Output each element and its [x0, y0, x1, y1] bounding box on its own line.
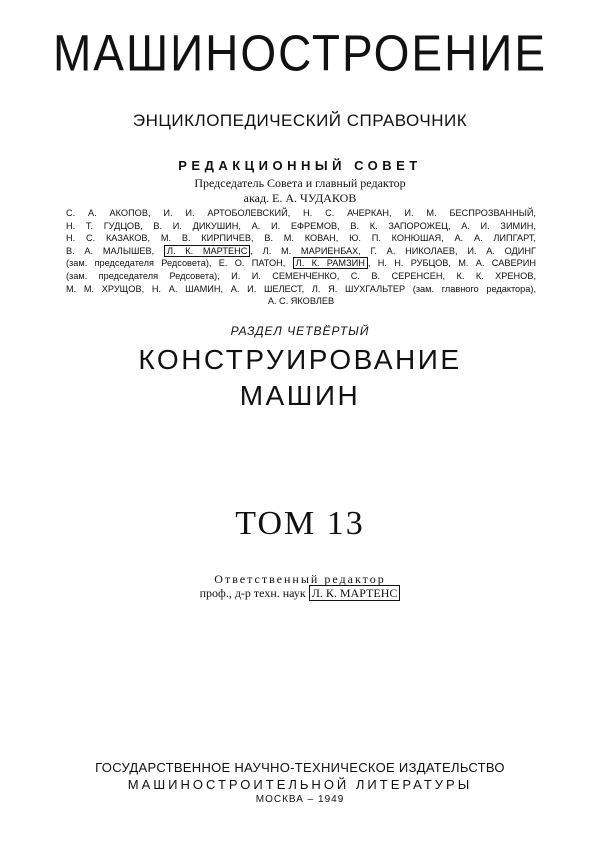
boxed-member-name: Л. К. РАМЗИН: [293, 257, 368, 269]
members-line: М. М. ХРУЩОВ, Н. А. ШАМИН, А. И. ШЕЛЕСТ, Л. Я. ШУХГАЛЬТЕР (зам. главного редактора),: [66, 283, 536, 294]
editor-degree: проф., д-р техн. наук: [199, 586, 306, 600]
editor-name: Л. К. МАРТЕНС: [309, 585, 401, 601]
member-name: , Л. М. МАРИЕНБАХ, Г. А. НИКОЛАЕВ, И. А. ОДИНГ: [250, 245, 536, 256]
members-line: Н. Т. ГУДЦОВ, В. И. ДИКУШИН, А. И. ЕФРЕМОВ, В. К. ЗАПОРОЖЕЦ, А. И. ЗИМИН,: [66, 220, 536, 231]
publisher-line1: ГОСУДАРСТВЕННОЕ НАУЧНО-ТЕХНИЧЕСКОЕ ИЗДАТЕЛЬСТВО: [95, 760, 505, 775]
section-label: РАЗДЕЛ ЧЕТВЁРТЫЙ: [230, 324, 370, 338]
section-title-line1: КОНСТРУИРОВАНИЕ: [138, 344, 462, 375]
members-line: С. А. АКОПОВ, И. И. АРТОБОЛЕВСКИЙ, Н. С. АЧЕРКАН, И. М. БЕСПРОЗВАННЫЙ,: [66, 208, 536, 218]
member-name: (зам. председателя Редсовета), Е. О. ПАТОН,: [66, 258, 286, 269]
subtitle: ЭНЦИКЛОПЕДИЧЕСКИЙ СПРАВОЧНИК: [132, 111, 468, 130]
boxed-member-name: Л. К. МАРТЕНС: [164, 245, 250, 257]
chair-name: акад. Е. А. ЧУДАКОВ: [243, 191, 357, 205]
member-name: , Н. Н. РУБЦОВ, М. А. САВЕРИН: [367, 258, 536, 269]
responsible-editor: [0, 586, 600, 601]
chair-description: Председатель Совета и главный редактор: [194, 176, 406, 190]
council-heading: РЕДАКЦИОННЫЙ СОВЕТ: [178, 158, 422, 173]
council-members: [66, 207, 536, 308]
members-line: [66, 257, 536, 270]
member-name: В. А. МАЛЫШЕВ,: [66, 245, 155, 256]
members-line: [66, 245, 536, 258]
section-title-line2: МАШИН: [239, 380, 361, 411]
members-line: Н. С. КАЗАКОВ, М. В. КИРПИЧЕВ, В. М. КОВАН, Ю. П. КОНЮШАЯ, А. А. ЛИПГАРТ,: [66, 233, 536, 244]
members-line: А. С. ЯКОВЛЕВ: [267, 296, 335, 307]
publisher-line2: МАШИНОСТРОИТЕЛЬНОЙ ЛИТЕРАТУРЫ: [127, 777, 473, 792]
volume-number: ТОМ 13: [235, 505, 365, 542]
imprint: МОСКВА – 1949: [255, 794, 345, 805]
main-title: МАШИНОСТРОЕНИЕ: [52, 24, 548, 82]
responsible-editor-role: Ответственный редактор: [214, 572, 386, 586]
members-line: (зам. председателя Редсовета), И. И. СЕМЕНЧЕНКО, С. В. СЕРЕНСЕН, К. К. ХРЕНОВ,: [66, 270, 536, 281]
